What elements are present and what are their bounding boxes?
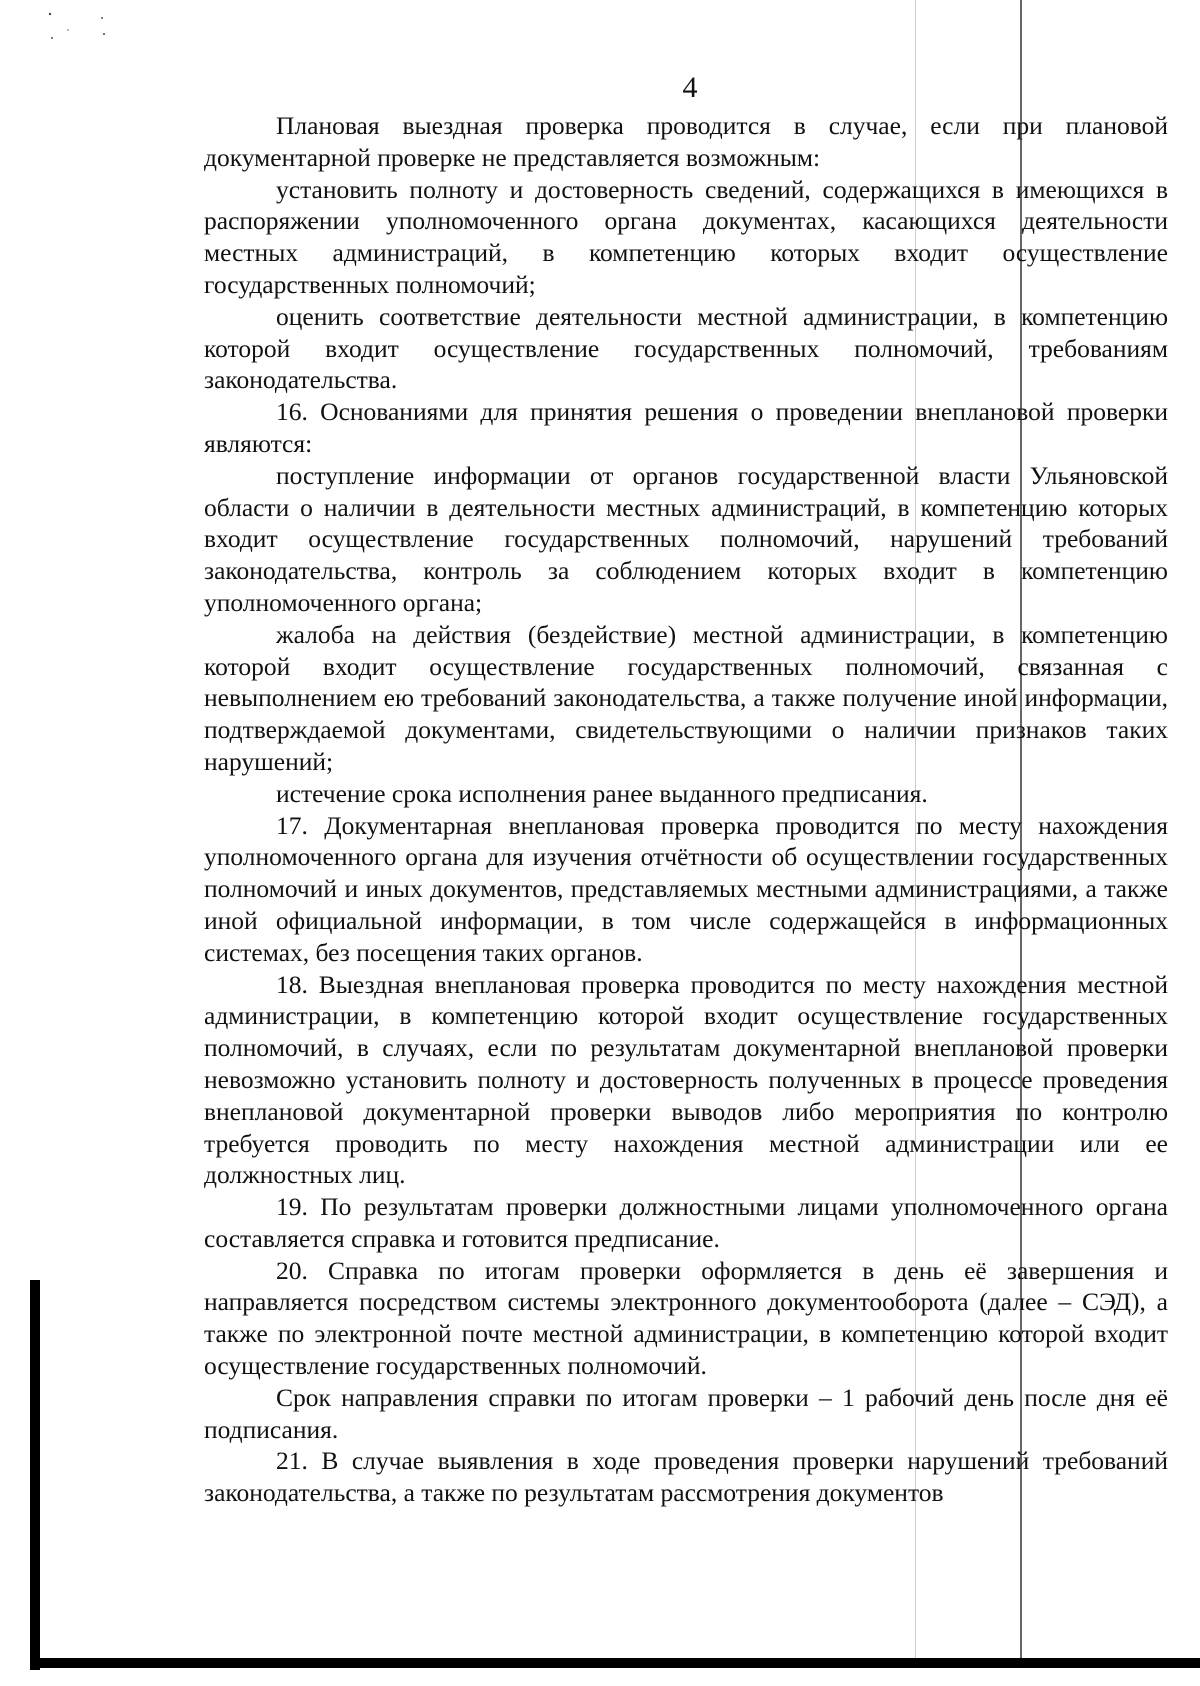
paragraph: истечение срока исполнения ранее выданного предписания. bbox=[276, 778, 928, 808]
paragraph: Срок направления справки по итогам проверки – 1 рабочий день после дня её подписания. bbox=[204, 1382, 1168, 1444]
document-body bbox=[204, 110, 1168, 1509]
paragraph: поступление информации от органов государственной власти Ульяновской области о наличии в деятельности местных администраций, в компетенцию которых входит осуществление государственных полномочий, нарушений требований законодательства, контроль за соблюдением которых входит в компетенцию уполномоченного органа; bbox=[204, 460, 1168, 617]
paragraph: оценить соответствие деятельности местной администрации, в компетенцию которой входит осуществление государственных полномочий, требованиям законодательства. bbox=[204, 301, 1168, 395]
paragraph: 18. Выездная внеплановая проверка проводится по месту нахождения местной администрации, в компетенцию которой входит осуществление государственных полномочий, в случаях, если по результатам документарной внеплановой проверки невозможно установить полноту и достоверность полученных в процессе проведения внеплановой документарной проверки выводов либо мероприятия по контролю требуется проводить по месту нахождения местной администрации или ее должностных лиц. bbox=[204, 969, 1168, 1190]
paragraph: жалоба на действия (бездействие) местной администрации, в компетенцию которой входит осуществление государственных полномочий, связанная с невыполнением ею требований законодательства, а также получение иной информации, подтверждаемой документами, свидетельствующими о наличии признаков таких нарушений; bbox=[204, 619, 1168, 776]
paragraph: 17. Документарная внеплановая проверка проводится по месту нахождения уполномоченного органа для изучения отчётности об осуществлении государственных полномочий и иных документов, представляемых местными администрациями, а также иной официальной информации, в том числе содержащейся в информационных системах, без посещения таких органов. bbox=[204, 810, 1168, 967]
page-number: 4 bbox=[682, 71, 698, 104]
paragraph: 21. В случае выявления в ходе проведения проверки нарушений требований законодательства, а также по результатам рассмотрения документов bbox=[204, 1446, 1168, 1508]
paragraph: 20. Справка по итогам проверки оформляется в день её завершения и направляется посредством системы электронного документооборота (далее – СЭД), а также по электронной почте местной администрации, в компетенцию которой входит осуществление государственных полномочий. bbox=[204, 1255, 1168, 1381]
scan-border-left bbox=[30, 1280, 40, 1670]
scan-border-bottom bbox=[30, 1658, 1200, 1668]
paragraph: Плановая выездная проверка проводится в случае, если при плановой документарной проверке не представляется возможным: bbox=[204, 111, 1168, 172]
paragraph: установить полноту и достоверность сведений, содержащихся в имеющихся в распоряжении уполномоченного органа документах, касающихся деятельности местных администраций, в компетенцию которых входит осуществление государственных полномочий; bbox=[204, 174, 1168, 299]
paragraph: 16. Основаниями для принятия решения о проведении внеплановой проверки являются: bbox=[204, 397, 1168, 458]
paragraph: 19. По результатам проверки должностными лицами уполномоченного органа составляется справка и готовится предписание. bbox=[204, 1192, 1168, 1253]
scan-specks bbox=[40, 8, 120, 48]
